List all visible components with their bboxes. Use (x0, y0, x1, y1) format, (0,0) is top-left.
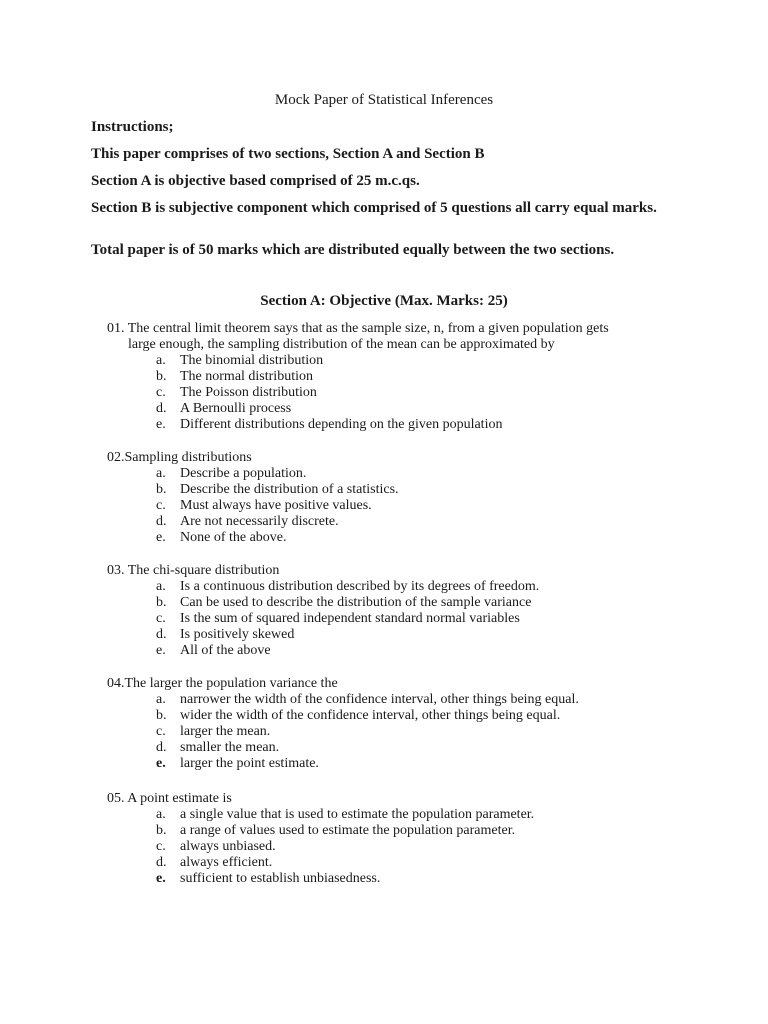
answer-option-e (107, 530, 667, 546)
answer-option-d (107, 401, 667, 417)
answer-options (107, 579, 667, 659)
option-text: sufficient to establish unbiasedness. (180, 871, 381, 886)
question-text-line-1: The chi-square distribution (127, 563, 280, 578)
option-letter: c. (156, 839, 166, 854)
question-text-line-2: large enough, the sampling distribution of the mean can be approximated by (128, 337, 555, 352)
question-stem (107, 450, 667, 466)
option-letter: b. (156, 369, 167, 384)
option-text: Is positively skewed (180, 627, 295, 642)
option-letter: d. (156, 627, 167, 642)
option-letter: c. (156, 498, 166, 513)
option-letter: a. (156, 466, 166, 481)
option-letter: a. (156, 579, 166, 594)
option-letter: d. (156, 740, 167, 755)
answer-option-c (107, 724, 667, 740)
answer-option-d (107, 740, 667, 756)
option-text: wider the width of the confidence interval, other things being equal. (180, 708, 561, 723)
option-text: Describe a population. (180, 466, 307, 481)
answer-options (107, 353, 667, 433)
option-letter: b. (156, 708, 167, 723)
option-letter: a. (156, 353, 166, 368)
option-text: None of the above. (180, 530, 287, 545)
option-letter: b. (156, 595, 167, 610)
answer-option-a (107, 579, 667, 595)
instruction-line-4: Total paper is of 50 marks which are distributed equally between the two sections. (91, 242, 615, 258)
option-text: Different distributions depending on the given population (180, 417, 503, 432)
answer-option-c (107, 385, 667, 401)
option-text: The normal distribution (180, 369, 313, 384)
answer-option-a (107, 807, 667, 823)
question-1 (107, 321, 667, 433)
question-5 (107, 791, 667, 887)
question-stem (107, 321, 667, 337)
answer-option-b (107, 823, 667, 839)
option-letter: b. (156, 823, 167, 838)
option-text: Can be used to describe the distribution of the sample variance (180, 595, 532, 610)
instruction-line-3: Section B is subjective component which comprised of 5 questions all carry equal marks. (91, 200, 657, 216)
question-stem (107, 791, 667, 807)
answer-option-b (107, 369, 667, 385)
answer-option-b (107, 482, 667, 498)
answer-option-c (107, 611, 667, 627)
option-letter: d. (156, 855, 167, 870)
option-text: Is a continuous distribution described by its degrees of freedom. (180, 579, 540, 594)
option-text: always unbiased. (180, 839, 276, 854)
option-text: always efficient. (180, 855, 273, 870)
question-2 (107, 450, 667, 546)
option-letter: c. (156, 611, 166, 626)
question-stem (107, 563, 667, 579)
option-text: narrower the width of the confidence interval, other things being equal. (180, 692, 579, 707)
question-3 (107, 563, 667, 659)
question-text-line-1: Sampling distributions (124, 450, 252, 465)
option-letter: d. (156, 401, 167, 416)
option-letter: a. (156, 807, 166, 822)
question-number: 02. (107, 450, 125, 465)
answer-options (107, 692, 667, 772)
answer-option-c (107, 498, 667, 514)
option-letter: b. (156, 482, 167, 497)
answer-option-a (107, 353, 667, 369)
option-text: All of the above (180, 643, 271, 658)
answer-option-d (107, 514, 667, 530)
option-text: smaller the mean. (180, 740, 280, 755)
answer-option-e (107, 871, 667, 887)
section-a-heading: Section A: Objective (Max. Marks: 25) (260, 293, 508, 309)
question-4 (107, 676, 667, 772)
answer-option-d (107, 627, 667, 643)
option-letter: c. (156, 724, 166, 739)
answer-options (107, 466, 667, 546)
option-text: larger the mean. (180, 724, 271, 739)
option-text: Describe the distribution of a statistics. (180, 482, 399, 497)
answer-option-e (107, 756, 667, 772)
option-text: The Poisson distribution (180, 385, 317, 400)
instruction-line-2: Section A is objective based comprised of 25 m.c.qs. (91, 173, 420, 189)
option-letter: e. (156, 417, 166, 432)
question-number: 04. (107, 676, 125, 691)
answer-option-a (107, 466, 667, 482)
question-number: 03. (107, 563, 125, 578)
option-text: a range of values used to estimate the population parameter. (180, 823, 516, 838)
answer-option-c (107, 839, 667, 855)
question-text-line-1: The central limit theorem says that as the sample size, n, from a given population gets (127, 321, 609, 336)
answer-options (107, 807, 667, 887)
option-letter: d. (156, 514, 167, 529)
option-text: Must always have positive values. (180, 498, 372, 513)
option-text: A Bernoulli process (180, 401, 292, 416)
option-text: a single value that is used to estimate the population parameter. (180, 807, 535, 822)
option-text: Are not necessarily discrete. (180, 514, 339, 529)
question-number: 05. (107, 791, 125, 806)
option-text: Is the sum of squared independent standard normal variables (180, 611, 520, 626)
option-letter: c. (156, 385, 166, 400)
answer-option-b (107, 708, 667, 724)
answer-option-d (107, 855, 667, 871)
option-text: larger the point estimate. (180, 756, 319, 771)
question-stem (107, 676, 667, 692)
option-letter: e. (156, 530, 166, 545)
page-title: Mock Paper of Statistical Inferences (274, 92, 494, 108)
answer-option-e (107, 417, 667, 433)
option-letter: e. (156, 756, 166, 771)
instructions-heading: Instructions; (91, 119, 174, 135)
option-letter: e. (156, 643, 166, 658)
option-letter: e. (156, 871, 166, 886)
option-text: The binomial distribution (180, 353, 324, 368)
option-letter: a. (156, 692, 166, 707)
question-number: 01. (107, 321, 125, 336)
answer-option-b (107, 595, 667, 611)
instruction-line-1: This paper comprises of two sections, Section A and Section B (91, 146, 485, 162)
question-text-line-1: A point estimate is (127, 791, 232, 806)
question-text-line-1: The larger the population variance the (124, 676, 338, 691)
answer-option-a (107, 692, 667, 708)
answer-option-e (107, 643, 667, 659)
